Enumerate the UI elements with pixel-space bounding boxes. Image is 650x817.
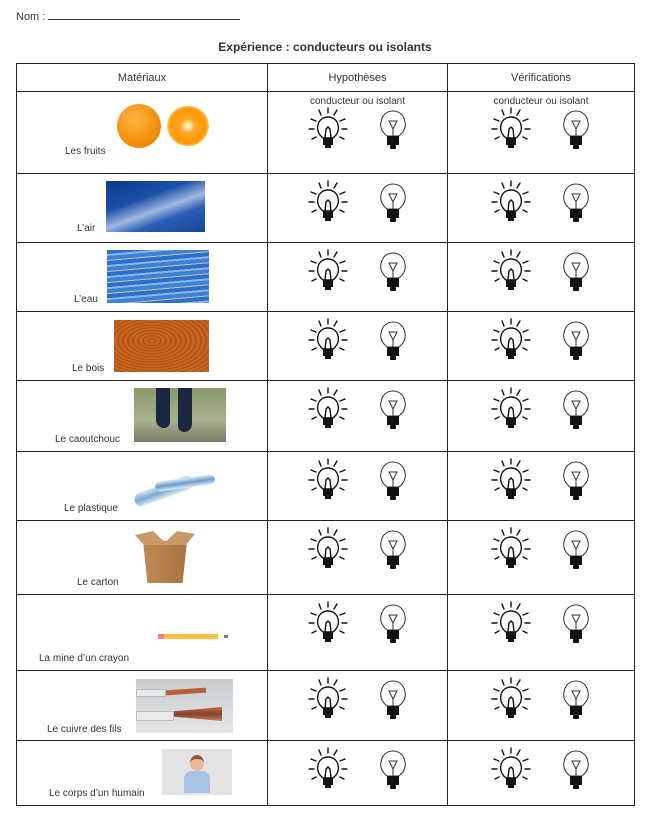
hypothesis-cell bbox=[268, 671, 448, 741]
lit-bulb-icon[interactable] bbox=[306, 747, 350, 791]
material-label: Le carton bbox=[77, 577, 119, 588]
lit-bulb-icon[interactable] bbox=[306, 527, 350, 571]
table-row bbox=[17, 174, 635, 243]
lit-bulb-icon[interactable] bbox=[306, 458, 350, 502]
material-label: L’air bbox=[77, 223, 96, 234]
unlit-bulb-icon[interactable] bbox=[376, 527, 410, 571]
material-cell bbox=[17, 741, 268, 806]
table-header-row bbox=[17, 64, 635, 92]
material-label: Le corps d’un humain bbox=[49, 788, 145, 799]
name-blank-line[interactable] bbox=[48, 10, 240, 20]
lit-bulb-icon[interactable] bbox=[489, 318, 533, 362]
lit-bulb-icon[interactable] bbox=[489, 180, 533, 224]
lit-bulb-icon[interactable] bbox=[306, 387, 350, 431]
unlit-bulb-icon[interactable] bbox=[559, 249, 593, 293]
sky-clouds-image bbox=[106, 181, 205, 232]
table-row bbox=[17, 381, 635, 452]
material-cell bbox=[17, 92, 268, 174]
unlit-bulb-icon[interactable] bbox=[376, 249, 410, 293]
material-cell bbox=[17, 312, 268, 381]
pencil-image bbox=[144, 605, 240, 667]
verification-cell bbox=[448, 312, 635, 381]
lit-bulb-icon[interactable] bbox=[489, 747, 533, 791]
table-row bbox=[17, 312, 635, 381]
lit-bulb-icon[interactable] bbox=[306, 601, 350, 645]
unlit-bulb-icon[interactable] bbox=[376, 387, 410, 431]
table-row bbox=[17, 521, 635, 595]
unlit-bulb-icon[interactable] bbox=[559, 677, 593, 721]
lit-bulb-icon[interactable] bbox=[306, 180, 350, 224]
hypothesis-cell bbox=[268, 521, 448, 595]
hypothesis-cell bbox=[268, 312, 448, 381]
material-cell bbox=[17, 174, 268, 243]
hypothesis-cell bbox=[268, 381, 448, 452]
plastic-bottles-image bbox=[129, 464, 219, 512]
lit-bulb-icon[interactable] bbox=[306, 249, 350, 293]
column-header-materials: Matériaux bbox=[17, 64, 268, 92]
wood-image bbox=[114, 320, 209, 372]
hypothesis-cell bbox=[268, 741, 448, 806]
verification-cell bbox=[448, 671, 635, 741]
table-row bbox=[17, 243, 635, 312]
lit-bulb-icon[interactable] bbox=[489, 387, 533, 431]
unlit-bulb-icon[interactable] bbox=[376, 180, 410, 224]
unlit-bulb-icon[interactable] bbox=[376, 747, 410, 791]
verification-cell bbox=[448, 174, 635, 243]
choice-label: conducteur ou isolant bbox=[493, 96, 589, 107]
column-header-verifications: Vérifications bbox=[448, 64, 635, 92]
material-cell bbox=[17, 595, 268, 671]
name-label: Nom : bbox=[16, 11, 46, 23]
material-cell bbox=[17, 243, 268, 312]
copper-wires-image bbox=[136, 679, 233, 733]
lit-bulb-icon[interactable] bbox=[489, 677, 533, 721]
hypothesis-cell bbox=[268, 243, 448, 312]
page-title: Expérience : conducteurs ou isolants bbox=[218, 40, 432, 54]
orange-image bbox=[117, 104, 212, 148]
lit-bulb-icon[interactable] bbox=[306, 318, 350, 362]
material-cell bbox=[17, 452, 268, 521]
unlit-bulb-icon[interactable] bbox=[376, 458, 410, 502]
material-label: Le bois bbox=[72, 363, 105, 374]
experiment-table bbox=[16, 63, 635, 806]
lit-bulb-icon[interactable] bbox=[489, 527, 533, 571]
material-label: Le cuivre des fils bbox=[47, 724, 122, 735]
material-label: Le caoutchouc bbox=[55, 434, 121, 445]
lit-bulb-icon[interactable] bbox=[489, 601, 533, 645]
unlit-bulb-icon[interactable] bbox=[559, 180, 593, 224]
lit-bulb-icon[interactable] bbox=[306, 107, 350, 151]
table-row bbox=[17, 671, 635, 741]
choice-label: conducteur ou isolant bbox=[309, 96, 406, 107]
table-row bbox=[17, 92, 635, 174]
lit-bulb-icon[interactable] bbox=[489, 458, 533, 502]
hypothesis-cell bbox=[268, 595, 448, 671]
verification-cell bbox=[448, 243, 635, 312]
verification-cell bbox=[448, 452, 635, 521]
table-row bbox=[17, 741, 635, 806]
hypothesis-cell bbox=[268, 452, 448, 521]
rubber-boots-image bbox=[134, 388, 226, 442]
hypothesis-cell bbox=[268, 92, 448, 174]
unlit-bulb-icon[interactable] bbox=[376, 107, 410, 151]
unlit-bulb-icon[interactable] bbox=[559, 601, 593, 645]
column-header-hypotheses: Hypothèses bbox=[268, 64, 448, 92]
name-field[interactable] bbox=[16, 10, 240, 23]
table-row bbox=[17, 452, 635, 521]
cardboard-box-image bbox=[135, 531, 195, 587]
table-row bbox=[17, 595, 635, 671]
unlit-bulb-icon[interactable] bbox=[559, 747, 593, 791]
material-label: Les fruits bbox=[65, 146, 106, 157]
verification-cell bbox=[448, 381, 635, 452]
material-cell bbox=[17, 671, 268, 741]
unlit-bulb-icon[interactable] bbox=[559, 387, 593, 431]
verification-cell bbox=[448, 595, 635, 671]
verification-cell bbox=[448, 741, 635, 806]
material-label: L’eau bbox=[74, 294, 98, 305]
human-child-image bbox=[162, 749, 232, 795]
hypothesis-cell bbox=[268, 174, 448, 243]
unlit-bulb-icon[interactable] bbox=[559, 527, 593, 571]
unlit-bulb-icon[interactable] bbox=[376, 318, 410, 362]
unlit-bulb-icon[interactable] bbox=[376, 677, 410, 721]
unlit-bulb-icon[interactable] bbox=[559, 107, 593, 151]
verification-cell bbox=[448, 521, 635, 595]
unlit-bulb-icon[interactable] bbox=[559, 458, 593, 502]
water-image bbox=[107, 250, 209, 303]
unlit-bulb-icon[interactable] bbox=[559, 318, 593, 362]
lit-bulb-icon[interactable] bbox=[489, 107, 533, 151]
lit-bulb-icon[interactable] bbox=[489, 249, 533, 293]
lit-bulb-icon[interactable] bbox=[306, 677, 350, 721]
material-label: Le plastique bbox=[64, 503, 118, 514]
material-cell bbox=[17, 521, 268, 595]
material-cell bbox=[17, 381, 268, 452]
material-label: La mine d’un crayon bbox=[39, 653, 130, 664]
verification-cell bbox=[448, 92, 635, 174]
unlit-bulb-icon[interactable] bbox=[376, 601, 410, 645]
